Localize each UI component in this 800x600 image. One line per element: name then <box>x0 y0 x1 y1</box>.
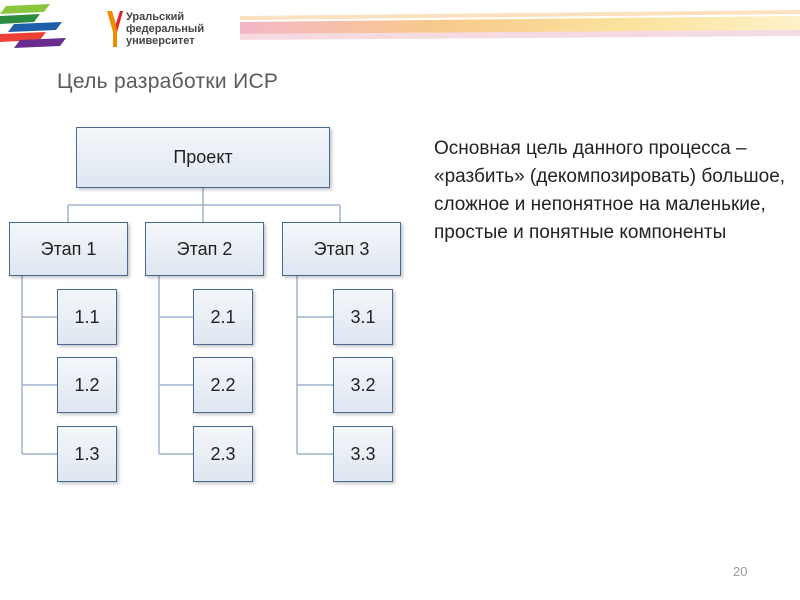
wbs-phase-2: Этап 2 <box>145 222 264 276</box>
wbs-phase-3: Этап 3 <box>282 222 401 276</box>
description-text: Основная цель данного процесса – «разбить» (декомпозировать) большое, сложное и непонятное на маленькие, простые и понятные компоненты <box>434 138 786 243</box>
wbs-item-2-1: 2.1 <box>193 289 253 345</box>
wbs-item-1-2: 1.2 <box>57 357 117 413</box>
wbs-phase-1: Этап 1 <box>9 222 128 276</box>
slide-title: Цель разработки ИСР <box>57 70 279 93</box>
wbs-item-3-2: 3.2 <box>333 357 393 413</box>
wbs-item-1-3: 1.3 <box>57 426 117 482</box>
wbs-item-2-2: 2.2 <box>193 357 253 413</box>
wbs-item-3-3: 3.3 <box>333 426 393 482</box>
wbs-item-1-1: 1.1 <box>57 289 117 345</box>
wbs-root-node: Проект <box>76 127 330 188</box>
wbs-item-3-1: 3.1 <box>333 289 393 345</box>
wbs-item-2-3: 2.3 <box>193 426 253 482</box>
page-number: 20 <box>733 564 748 579</box>
university-name: Уральский федеральный университет <box>126 11 205 47</box>
